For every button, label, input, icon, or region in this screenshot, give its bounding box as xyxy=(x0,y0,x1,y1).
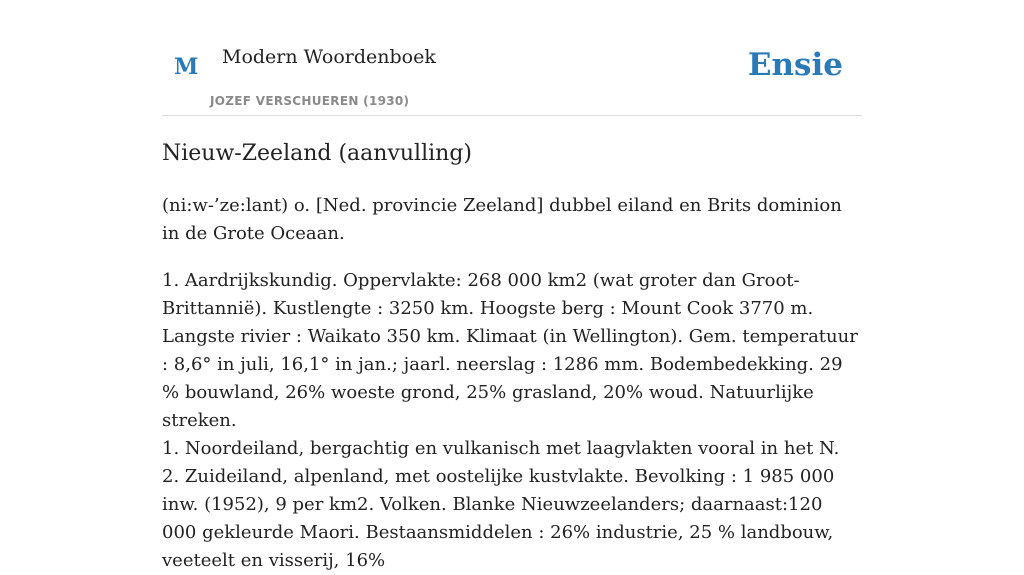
entry-intro: (ni:w-’ze:lant) o. [Ned. provincie Zeeland] dubbel eiland en Brits dominion in de Grote Oceaan. xyxy=(162,195,842,244)
entry-body-line: 2. Zuideiland, alpenland, met oostelijke kustvlakte. Bevolking : 1 985 000 inw. (1952), 9 per km2. Volken. Blanke Nieuwzeelanders; daarnaast:120 000 gekleurde Maori. Bestaansmiddelen : 26% industrie, 25 % landbouw, veeteelt en visserij, 16% xyxy=(162,466,835,571)
book-author: JOZEF VERSCHUEREN (1930) xyxy=(210,94,410,108)
book-logo-icon[interactable]: M xyxy=(174,54,199,80)
page xyxy=(162,0,862,571)
entry-content xyxy=(162,192,862,575)
entry-title: Nieuw-Zeeland (aanvulling) xyxy=(162,141,472,166)
entry-body-line: 1. Aardrijkskundig. Oppervlakte: 268 000 km2 (wat groter dan Groot-Brittannië). Kustlengte : 3250 km. Hoogste berg : Mount Cook 3770 m. Langste rivier : Waikato 350 km. Klimaat (in Wellington). Gem. temperatuur : 8,6° in juli, 16,1° in jan.; jaarl. neerslag : 1286 mm. Bodembedekking. 29 % bouwland, 26% woeste grond, 25% grasland, 20% woud. Natuurlijke streken. xyxy=(162,270,858,431)
entry-body xyxy=(162,267,862,575)
entry-body-line: 1. Noordeiland, bergachtig en vulkanisch met laagvlakten vooral in het N. xyxy=(162,438,840,459)
book-title-link[interactable]: Modern Woordenboek xyxy=(222,46,436,68)
site-header xyxy=(162,0,862,116)
ensie-logo-link[interactable]: Ensie xyxy=(747,47,843,83)
